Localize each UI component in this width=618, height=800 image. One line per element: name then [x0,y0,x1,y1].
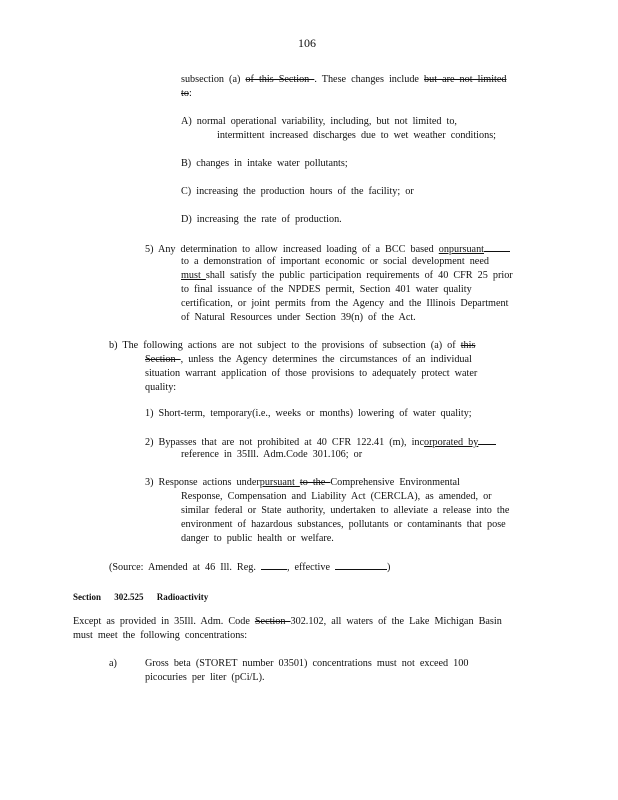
item-b-line-2 [145,353,472,367]
text: 5) Any determination to allow increased loading of a BCC based [145,244,439,255]
text: shall satisfy the public participation requirements of 40 CFR 25 prior [205,270,513,281]
item-5-line-3 [181,269,513,283]
text: subsection (a) [181,74,246,85]
item-a-line-2: picocuries per liter (pCi/L). [145,672,265,683]
text: Except as provided in 35Ill. Adm. Code [73,616,255,627]
text: b) The following actions are not subject to the provisions of subsection (a) of [109,340,461,351]
item-C: C) increasing the production hours of the facility; or [181,186,414,197]
b-item-3-line-2: Response, Compensation and Liability Act (CERCLA), as amended, or [181,491,492,502]
item-D: D) increasing the rate of production. [181,214,342,225]
underline-rule [484,241,510,252]
b-item-3-line-4: environment of hazardous substances, pollutants or contaminants that pose [181,519,506,530]
item-5-line-2: to a demonstration of important economic or social development need [181,256,489,267]
section-label: Section [73,592,101,602]
struck-text: Section [254,616,291,627]
text: , effective [286,562,336,573]
b-item-2-line-2: reference in 35Ill. Adm.Code 301.106; or [181,449,363,460]
subsection-intro-line-1 [181,73,506,87]
item-5-line-6: of Natural Resources under Section 39(n) of the Act. [181,312,416,323]
underlined-text: onpursuant [438,244,485,255]
page-number: 106 [298,36,316,50]
source-note [109,559,390,575]
subsection-intro-line-2 [181,87,192,101]
underlined-text: must [181,270,206,281]
item-b-line-1 [109,339,475,353]
item-b-line-4: quality: [145,382,177,393]
struck-text: to the [299,477,331,488]
text: 3) Response actions under [145,477,260,488]
item-5-line-5: certification, or joint permits from the Agency and the Illinois Department [181,298,509,309]
reg-page-blank [261,559,287,570]
item-a-marker: a) [109,658,117,669]
b-item-3-line-5: danger to public health or welfare. [181,533,334,544]
b-item-3-line-3: similar federal or State authority, undertaken to alleviate a release into the [181,505,510,516]
item-B: B) changes in intake water pollutants; [181,158,348,169]
struck-text: this [460,340,476,351]
struck-text: of this Section [245,74,315,85]
item-a-line-1: Gross beta (STORET number 03501) concentrations must not exceed 100 [145,658,469,669]
text: (Source: Amended at 46 Ill. Reg. [109,562,261,573]
effective-date-blank [335,559,387,570]
text: Comprehensive Environmental [330,477,460,488]
struck-text: to [181,88,189,99]
text: , unless the Agency determines the circumstances of an individual [180,354,472,365]
struck-text: Section [145,354,181,365]
item-b-line-3: situation warrant application of those provisions to adequately protect water [145,368,478,379]
section-number: 302.525 [114,592,144,602]
text: . These changes include [314,74,424,85]
item-5-line-4: to final issuance of the NPDES permit, Section 401 water quality [181,284,472,295]
b-item-3-line-1 [145,476,460,490]
underline-rule [478,434,496,445]
text: 302.102, all waters of the Lake Michigan Basin [290,616,502,627]
section-heading [73,590,208,604]
section-title: Radioactivity [156,592,209,602]
section-body-line-1 [73,615,502,629]
section-body-line-2: must meet the following concentrations: [73,630,248,641]
text: : [188,88,192,99]
underlined-text: pursuant [259,477,300,488]
text: 2) Bypasses that are not prohibited at 40 CFR 122.41 (m), inc [145,437,425,448]
item-A-line-1: A) normal operational variability, including, but not limited to, [181,116,457,127]
underlined-text: orporated by [424,437,479,448]
struck-text: but are not limited [424,74,507,85]
item-A-line-2: intermittent increased discharges due to wet weather conditions; [217,130,496,141]
b-item-1: 1) Short-term, temporary(i.e., weeks or months) lowering of water quality; [145,408,472,419]
text: ) [387,562,391,573]
